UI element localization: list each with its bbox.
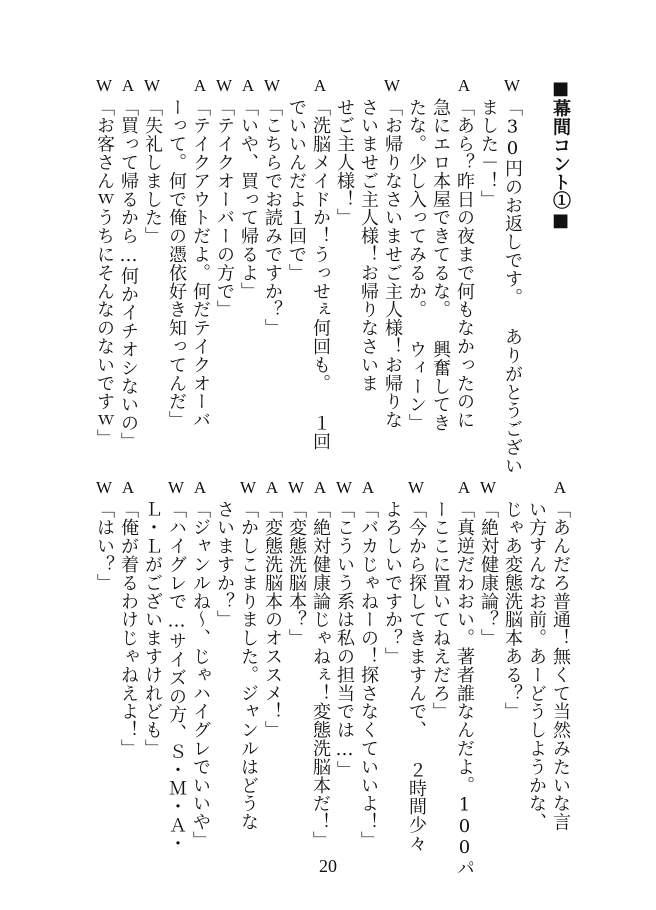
dialogue-text: 「30円のお返しです。 ありがとうござい xyxy=(502,98,523,475)
speaker-label: A xyxy=(265,478,279,497)
speaker-label: A xyxy=(457,76,471,95)
dialogue-text: い方すんなお前。あーどうしようかな、 xyxy=(526,500,547,832)
dialogue-line-continuation xyxy=(380,478,404,848)
dialogue-line-continuation xyxy=(500,478,524,848)
dialogue-line-continuation xyxy=(476,76,500,446)
dialogue-text: ーここに置いてねえだろ」 xyxy=(430,500,451,721)
dialogue-text: 「お帰りなさいませご主人様！お帰りな xyxy=(382,98,403,430)
dialogue-line xyxy=(236,76,260,446)
dialogue-text: さいませご主人様！お帰りなさいま xyxy=(358,98,379,393)
dialogue-line xyxy=(404,478,428,853)
dialogue-text: 「テイクオーバーの方で」 xyxy=(214,98,235,319)
dialogue-text: 「買って帰るから…何かイチオシないの」 xyxy=(118,98,139,451)
speaker-label: A xyxy=(193,478,207,497)
dialogue-line xyxy=(188,76,212,446)
dialogue-line xyxy=(92,76,116,446)
dialogue-text: さいますか？」 xyxy=(214,500,235,629)
dialogue-text: 「失礼しました」 xyxy=(142,98,163,246)
section-title: ■幕間コント①■ xyxy=(550,78,571,232)
dialogue-line xyxy=(476,478,500,848)
dialogue-block-top xyxy=(92,76,572,475)
dialogue-text: 「俺が着るわけじゃねえよ！」 xyxy=(118,500,139,758)
speaker-label: A xyxy=(313,76,327,95)
dialogue-line-continuation xyxy=(428,76,452,446)
speaker-label: W xyxy=(143,76,161,95)
dialogue-text: 「テイクアウトだよ。何だテイクオーバ xyxy=(190,98,211,430)
speaker-label: A xyxy=(313,478,327,497)
dialogue-text: 「こういう系は私の担当では…」 xyxy=(334,500,355,779)
dialogue-line-continuation xyxy=(404,76,428,446)
dialogue-line xyxy=(116,478,140,848)
dialogue-line xyxy=(284,478,308,848)
dialogue-text: 「あんだろ普通！無くて当然みたいな言 xyxy=(550,500,571,832)
dialogue-line xyxy=(356,478,380,848)
speaker-label: A xyxy=(121,76,135,95)
speaker-label: W xyxy=(335,478,353,497)
speaker-label: A xyxy=(241,76,255,95)
dialogue-text: 「いや、買って帰るよ」 xyxy=(238,98,259,301)
speaker-label: W xyxy=(167,478,185,497)
speaker-label: A xyxy=(121,478,135,497)
speaker-label: A xyxy=(457,478,471,497)
dialogue-line-continuation xyxy=(332,76,356,446)
dialogue-text: Ｌ・Ｌがございますけれども」 xyxy=(142,500,163,758)
dialogue-line xyxy=(260,76,284,446)
speaker-label: W xyxy=(383,76,401,95)
speaker-label: W xyxy=(287,478,305,497)
dialogue-text: 「バカじゃねーの！探さなくていいよ！」 xyxy=(358,500,379,850)
dialogue-text: 「変態洗脳本？」 xyxy=(286,500,307,648)
dialogue-line xyxy=(164,478,188,853)
dialogue-line xyxy=(332,478,356,848)
dialogue-text: 「真逆だわおい。著者誰なんだよ。100パ xyxy=(454,500,475,877)
spacer-column xyxy=(524,76,548,446)
speaker-label: W xyxy=(479,478,497,497)
dialogue-line xyxy=(212,76,236,446)
dialogue-line xyxy=(452,76,476,446)
dialogue-text: 「今から探してきますんで、 ２時間少々 xyxy=(406,500,427,853)
dialogue-line xyxy=(500,76,524,475)
dialogue-text: ました－！」 xyxy=(478,98,499,209)
speaker-label: W xyxy=(407,478,425,497)
speaker-label: W xyxy=(215,76,233,95)
dialogue-text: 「はい？」 xyxy=(94,500,115,592)
dialogue-text: 「洗脳メイドか！うっせぇ何回も。 １回 xyxy=(310,98,331,451)
page-number: 20 xyxy=(319,856,337,876)
dialogue-text: たな。少し入ってみるか。 ウィーン」 xyxy=(406,98,427,433)
speaker-label: W xyxy=(239,478,257,497)
speaker-label: A xyxy=(193,76,207,95)
dialogue-text: 「ハイグレで…サイズの方、Ｓ・Ｍ・Ａ・ xyxy=(166,500,187,853)
dialogue-line xyxy=(140,76,164,446)
dialogue-line xyxy=(260,478,284,848)
dialogue-text: 「絶対健康論？」 xyxy=(478,500,499,648)
speaker-label: W xyxy=(263,76,281,95)
dialogue-line xyxy=(308,76,332,451)
dialogue-text: でいいんだよ１回で」 xyxy=(286,98,307,282)
speaker-label: W xyxy=(503,76,521,95)
dialogue-line xyxy=(308,478,332,848)
dialogue-line xyxy=(380,76,404,446)
dialogue-text: 急にエロ本屋できてるな。 興奮してき xyxy=(430,98,451,433)
dialogue-line xyxy=(116,76,140,451)
speaker-label: A xyxy=(361,478,375,497)
dialogue-line-continuation xyxy=(212,478,236,848)
dialogue-text: 「こちらでお読みですか？」 xyxy=(262,98,283,338)
speaker-label: W xyxy=(95,478,113,497)
dialogue-text: 「絶対健康論じゃねぇ！変態洗脳本だ！」 xyxy=(310,500,331,850)
section-title-column xyxy=(548,76,572,446)
dialogue-text: 「あら？昨日の夜まで何もなかったのに xyxy=(454,98,475,430)
dialogue-text: 「お客さんｗうちにそんなのないですｗ」 xyxy=(94,98,115,448)
dialogue-text: ーって。何で俺の憑依好き知ってんだ」 xyxy=(166,98,187,430)
dialogue-text: せご主人様！」 xyxy=(334,98,355,227)
speaker-label: W xyxy=(95,76,113,95)
dialogue-text: よろしいですか？」 xyxy=(382,500,403,666)
dialogue-text: 「ジャンルね～、じゃハイグレでいいや」 xyxy=(190,500,211,850)
dialogue-line-continuation xyxy=(428,478,452,848)
dialogue-line-continuation xyxy=(140,478,164,848)
dialogue-line-continuation xyxy=(356,76,380,446)
dialogue-line xyxy=(92,478,116,848)
speaker-label: A xyxy=(553,478,567,497)
dialogue-line xyxy=(452,478,476,877)
dialogue-text: 「かしこまりました。ジャンルはどうな xyxy=(238,500,259,832)
dialogue-text: 「変態洗脳本のオススメ！」 xyxy=(262,500,283,740)
dialogue-line-continuation xyxy=(164,76,188,446)
dialogue-line xyxy=(548,478,572,848)
dialogue-line-continuation xyxy=(524,478,548,848)
dialogue-text: じゃあ変態洗脳本ある？」 xyxy=(502,500,523,721)
dialogue-line-continuation xyxy=(284,76,308,446)
dialogue-line xyxy=(188,478,212,848)
dialogue-line xyxy=(236,478,260,848)
